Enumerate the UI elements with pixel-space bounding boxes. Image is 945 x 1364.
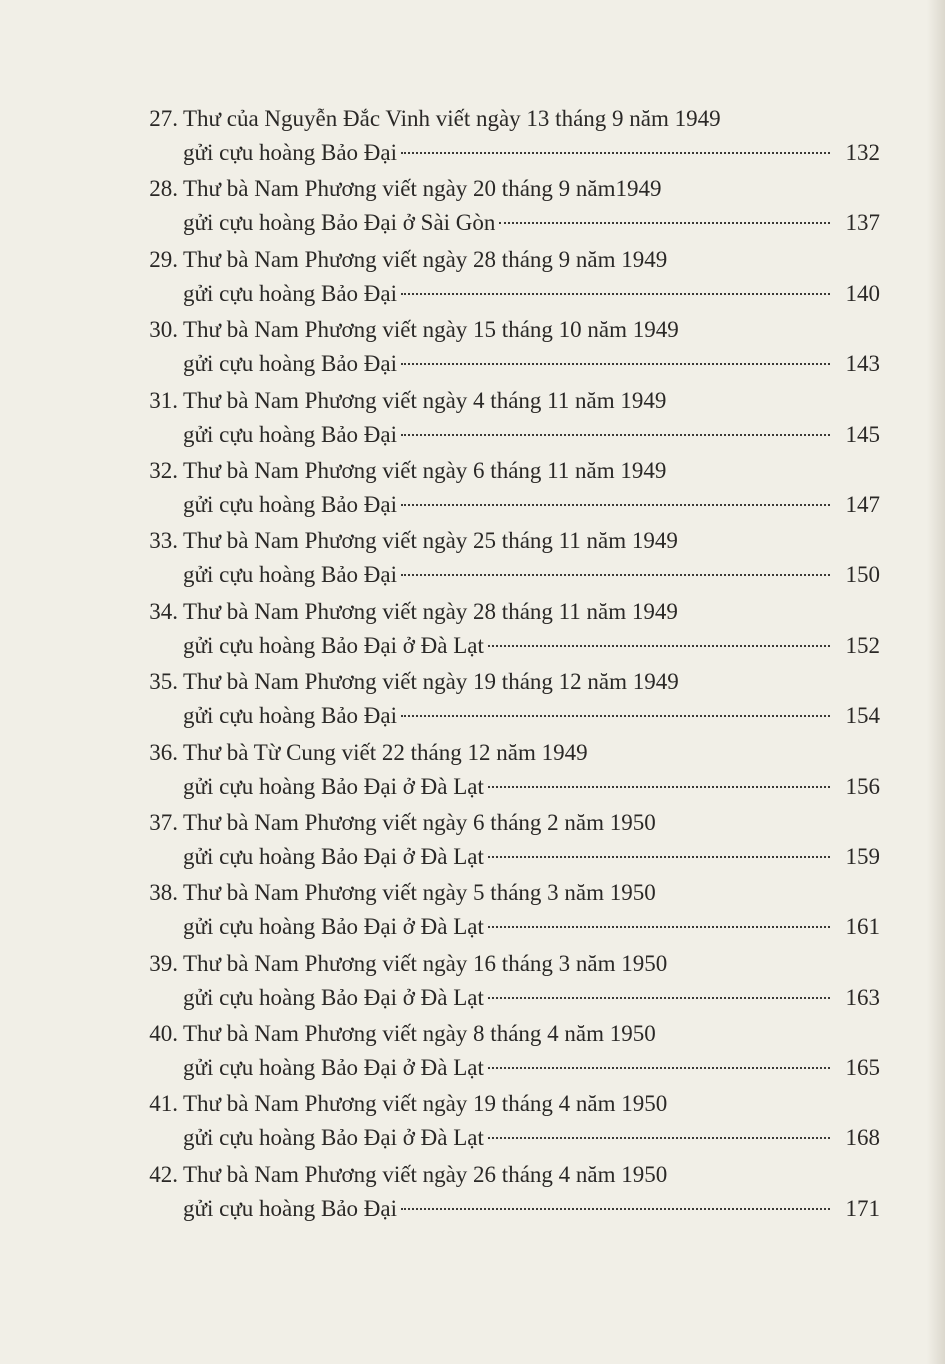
toc-entry-recipient: gửi cựu hoàng Bảo Đại	[183, 703, 397, 729]
toc-entry-subline	[183, 347, 880, 381]
toc-entry-recipient: gửi cựu hoàng Bảo Đại ở Đà Lạt	[183, 773, 484, 799]
toc-entry-subline	[183, 488, 880, 522]
toc-entry	[130, 100, 880, 170]
dot-leader	[499, 221, 830, 224]
toc-entry-page-number: 165	[845, 1055, 880, 1081]
toc-entry	[130, 241, 880, 311]
toc-entry-recipient: gửi cựu hoàng Bảo Đại	[183, 351, 397, 377]
toc-entry-title: Thư bà Nam Phương viết ngày 5 tháng 3 năm 1950	[183, 880, 656, 906]
dot-leader	[401, 362, 830, 365]
page-edge-shadow	[927, 0, 945, 1364]
toc-entry-page-number: 163	[845, 984, 880, 1010]
toc-entry-subline	[183, 699, 880, 733]
toc-entry-title: Thư bà Nam Phương viết ngày 26 tháng 4 năm 1950	[183, 1161, 668, 1187]
toc-entry-number: 39.	[149, 950, 178, 976]
toc-entry-number: 36.	[149, 739, 178, 765]
toc-entry	[130, 170, 880, 240]
toc-entry-number: 34.	[149, 598, 178, 624]
toc-entry	[130, 1015, 880, 1085]
toc-entry-page-number: 154	[845, 703, 880, 729]
toc-entry-recipient: gửi cựu hoàng Bảo Đại ở Đà Lạt	[183, 914, 484, 940]
dot-leader	[401, 151, 830, 154]
toc-entry-subline	[183, 418, 880, 452]
toc-entry-page-number: 145	[845, 421, 880, 447]
toc-entry-page-number: 171	[845, 1195, 880, 1221]
toc-entry	[130, 1156, 880, 1226]
dot-leader	[488, 996, 830, 999]
toc-entry-recipient: gửi cựu hoàng Bảo Đại ở Đà Lạt	[183, 1055, 484, 1081]
toc-entry-subline	[183, 206, 880, 240]
toc-entry-page-number: 159	[845, 843, 880, 869]
toc-entry-number: 42.	[149, 1161, 178, 1187]
toc-entry-title: Thư bà Nam Phương viết ngày 6 tháng 11 năm 1949	[183, 457, 667, 483]
toc-entry-recipient: gửi cựu hoàng Bảo Đại ở Sài Gòn	[183, 210, 496, 236]
toc-entry-title: Thư bà Từ Cung viết 22 tháng 12 năm 1949	[183, 739, 588, 765]
toc-entry-recipient: gửi cựu hoàng Bảo Đại	[183, 562, 397, 588]
toc-entry-recipient: gửi cựu hoàng Bảo Đại	[183, 1195, 397, 1221]
toc-entry-number: 40.	[149, 1021, 178, 1047]
toc-entry-title: Thư bà Nam Phương viết ngày 4 tháng 11 năm 1949	[183, 387, 667, 413]
toc-entry-title: Thư bà Nam Phương viết ngày 6 tháng 2 năm 1950	[183, 809, 656, 835]
toc-entry	[130, 663, 880, 733]
toc-entry-recipient: gửi cựu hoàng Bảo Đại ở Đà Lạt	[183, 632, 484, 658]
dot-leader	[488, 644, 830, 647]
toc-entry-page-number: 161	[845, 914, 880, 940]
toc-entry-number: 37.	[149, 809, 178, 835]
toc-entry-title: Thư bà Nam Phương viết ngày 25 tháng 11 năm 1949	[183, 528, 678, 554]
table-of-contents	[130, 100, 880, 1226]
dot-leader	[488, 785, 830, 788]
toc-entry-recipient: gửi cựu hoàng Bảo Đại	[183, 280, 397, 306]
toc-entry	[130, 874, 880, 944]
toc-entry-number: 28.	[149, 176, 178, 202]
toc-entry-number: 32.	[149, 457, 178, 483]
toc-entry	[130, 945, 880, 1015]
toc-entry-title: Thư bà Nam Phương viết ngày 19 tháng 4 năm 1950	[183, 1091, 668, 1117]
toc-entry-title: Thư bà Nam Phương viết ngày 16 tháng 3 năm 1950	[183, 950, 668, 976]
dot-leader	[401, 433, 830, 436]
toc-entry-page-number: 152	[845, 632, 880, 658]
toc-entry	[130, 593, 880, 663]
toc-entry-title: Thư bà Nam Phương viết ngày 19 tháng 12 năm 1949	[183, 669, 679, 695]
toc-entry	[130, 452, 880, 522]
toc-entry	[130, 522, 880, 592]
toc-entry-title: Thư bà Nam Phương viết ngày 28 tháng 11 năm 1949	[183, 598, 678, 624]
toc-entry-recipient: gửi cựu hoàng Bảo Đại ở Đà Lạt	[183, 843, 484, 869]
toc-entry-page-number: 168	[845, 1125, 880, 1151]
toc-entry-subline	[183, 277, 880, 311]
dot-leader	[401, 292, 830, 295]
toc-entry-number: 38.	[149, 880, 178, 906]
toc-entry-subline	[183, 1121, 880, 1155]
toc-entry-recipient: gửi cựu hoàng Bảo Đại ở Đà Lạt	[183, 984, 484, 1010]
toc-entry-title: Thư bà Nam Phương viết ngày 15 tháng 10 năm 1949	[183, 317, 679, 343]
toc-entry-page-number: 147	[845, 491, 880, 517]
dot-leader	[401, 573, 830, 576]
dot-leader	[488, 855, 830, 858]
toc-entry-number: 33.	[149, 528, 178, 554]
toc-entry-subline	[183, 136, 880, 170]
toc-entry-subline	[183, 1051, 880, 1085]
toc-entry-recipient: gửi cựu hoàng Bảo Đại	[183, 140, 397, 165]
toc-entry-recipient: gửi cựu hoàng Bảo Đại ở Đà Lạt	[183, 1125, 484, 1151]
toc-entry	[130, 311, 880, 381]
toc-entry-page-number: 140	[845, 280, 880, 306]
toc-entry-number: 41.	[149, 1091, 178, 1117]
toc-entry-recipient: gửi cựu hoàng Bảo Đại	[183, 491, 397, 517]
toc-entry-title: Thư bà Nam Phương viết ngày 28 tháng 9 năm 1949	[183, 246, 668, 272]
toc-entry-title: Thư bà Nam Phương viết ngày 8 tháng 4 năm 1950	[183, 1021, 656, 1047]
toc-entry-page-number: 137	[845, 210, 880, 236]
toc-entry-subline	[183, 910, 880, 944]
toc-entry-number: 30.	[149, 317, 178, 343]
toc-entry-subline	[183, 558, 880, 592]
toc-entry-page-number: 143	[845, 351, 880, 377]
toc-entry-subline	[183, 770, 880, 804]
toc-entry-page-number: 132	[845, 140, 880, 165]
toc-entry-recipient: gửi cựu hoàng Bảo Đại	[183, 421, 397, 447]
dot-leader	[488, 1066, 830, 1069]
toc-entry-number: 35.	[149, 669, 178, 695]
toc-entry-number: 27.	[149, 106, 178, 131]
toc-entry-title: Thư bà Nam Phương viết ngày 20 tháng 9 năm1949	[183, 176, 662, 202]
toc-entry-subline	[183, 1192, 880, 1226]
toc-entry	[130, 804, 880, 874]
toc-entry-number: 31.	[149, 387, 178, 413]
toc-entry-page-number: 150	[845, 562, 880, 588]
toc-entry-subline	[183, 981, 880, 1015]
toc-entry-page-number: 156	[845, 773, 880, 799]
dot-leader	[401, 1207, 830, 1210]
toc-entry	[130, 734, 880, 804]
toc-entry-subline	[183, 629, 880, 663]
toc-entry-number: 29.	[149, 246, 178, 272]
toc-entry	[130, 1085, 880, 1155]
dot-leader	[401, 714, 830, 717]
toc-entry	[130, 382, 880, 452]
dot-leader	[488, 1136, 830, 1139]
toc-entry-subline	[183, 840, 880, 874]
dot-leader	[488, 925, 830, 928]
toc-entry-title: Thư của Nguyễn Đắc Vinh viết ngày 13 tháng 9 năm 1949	[183, 106, 721, 131]
dot-leader	[401, 503, 830, 506]
